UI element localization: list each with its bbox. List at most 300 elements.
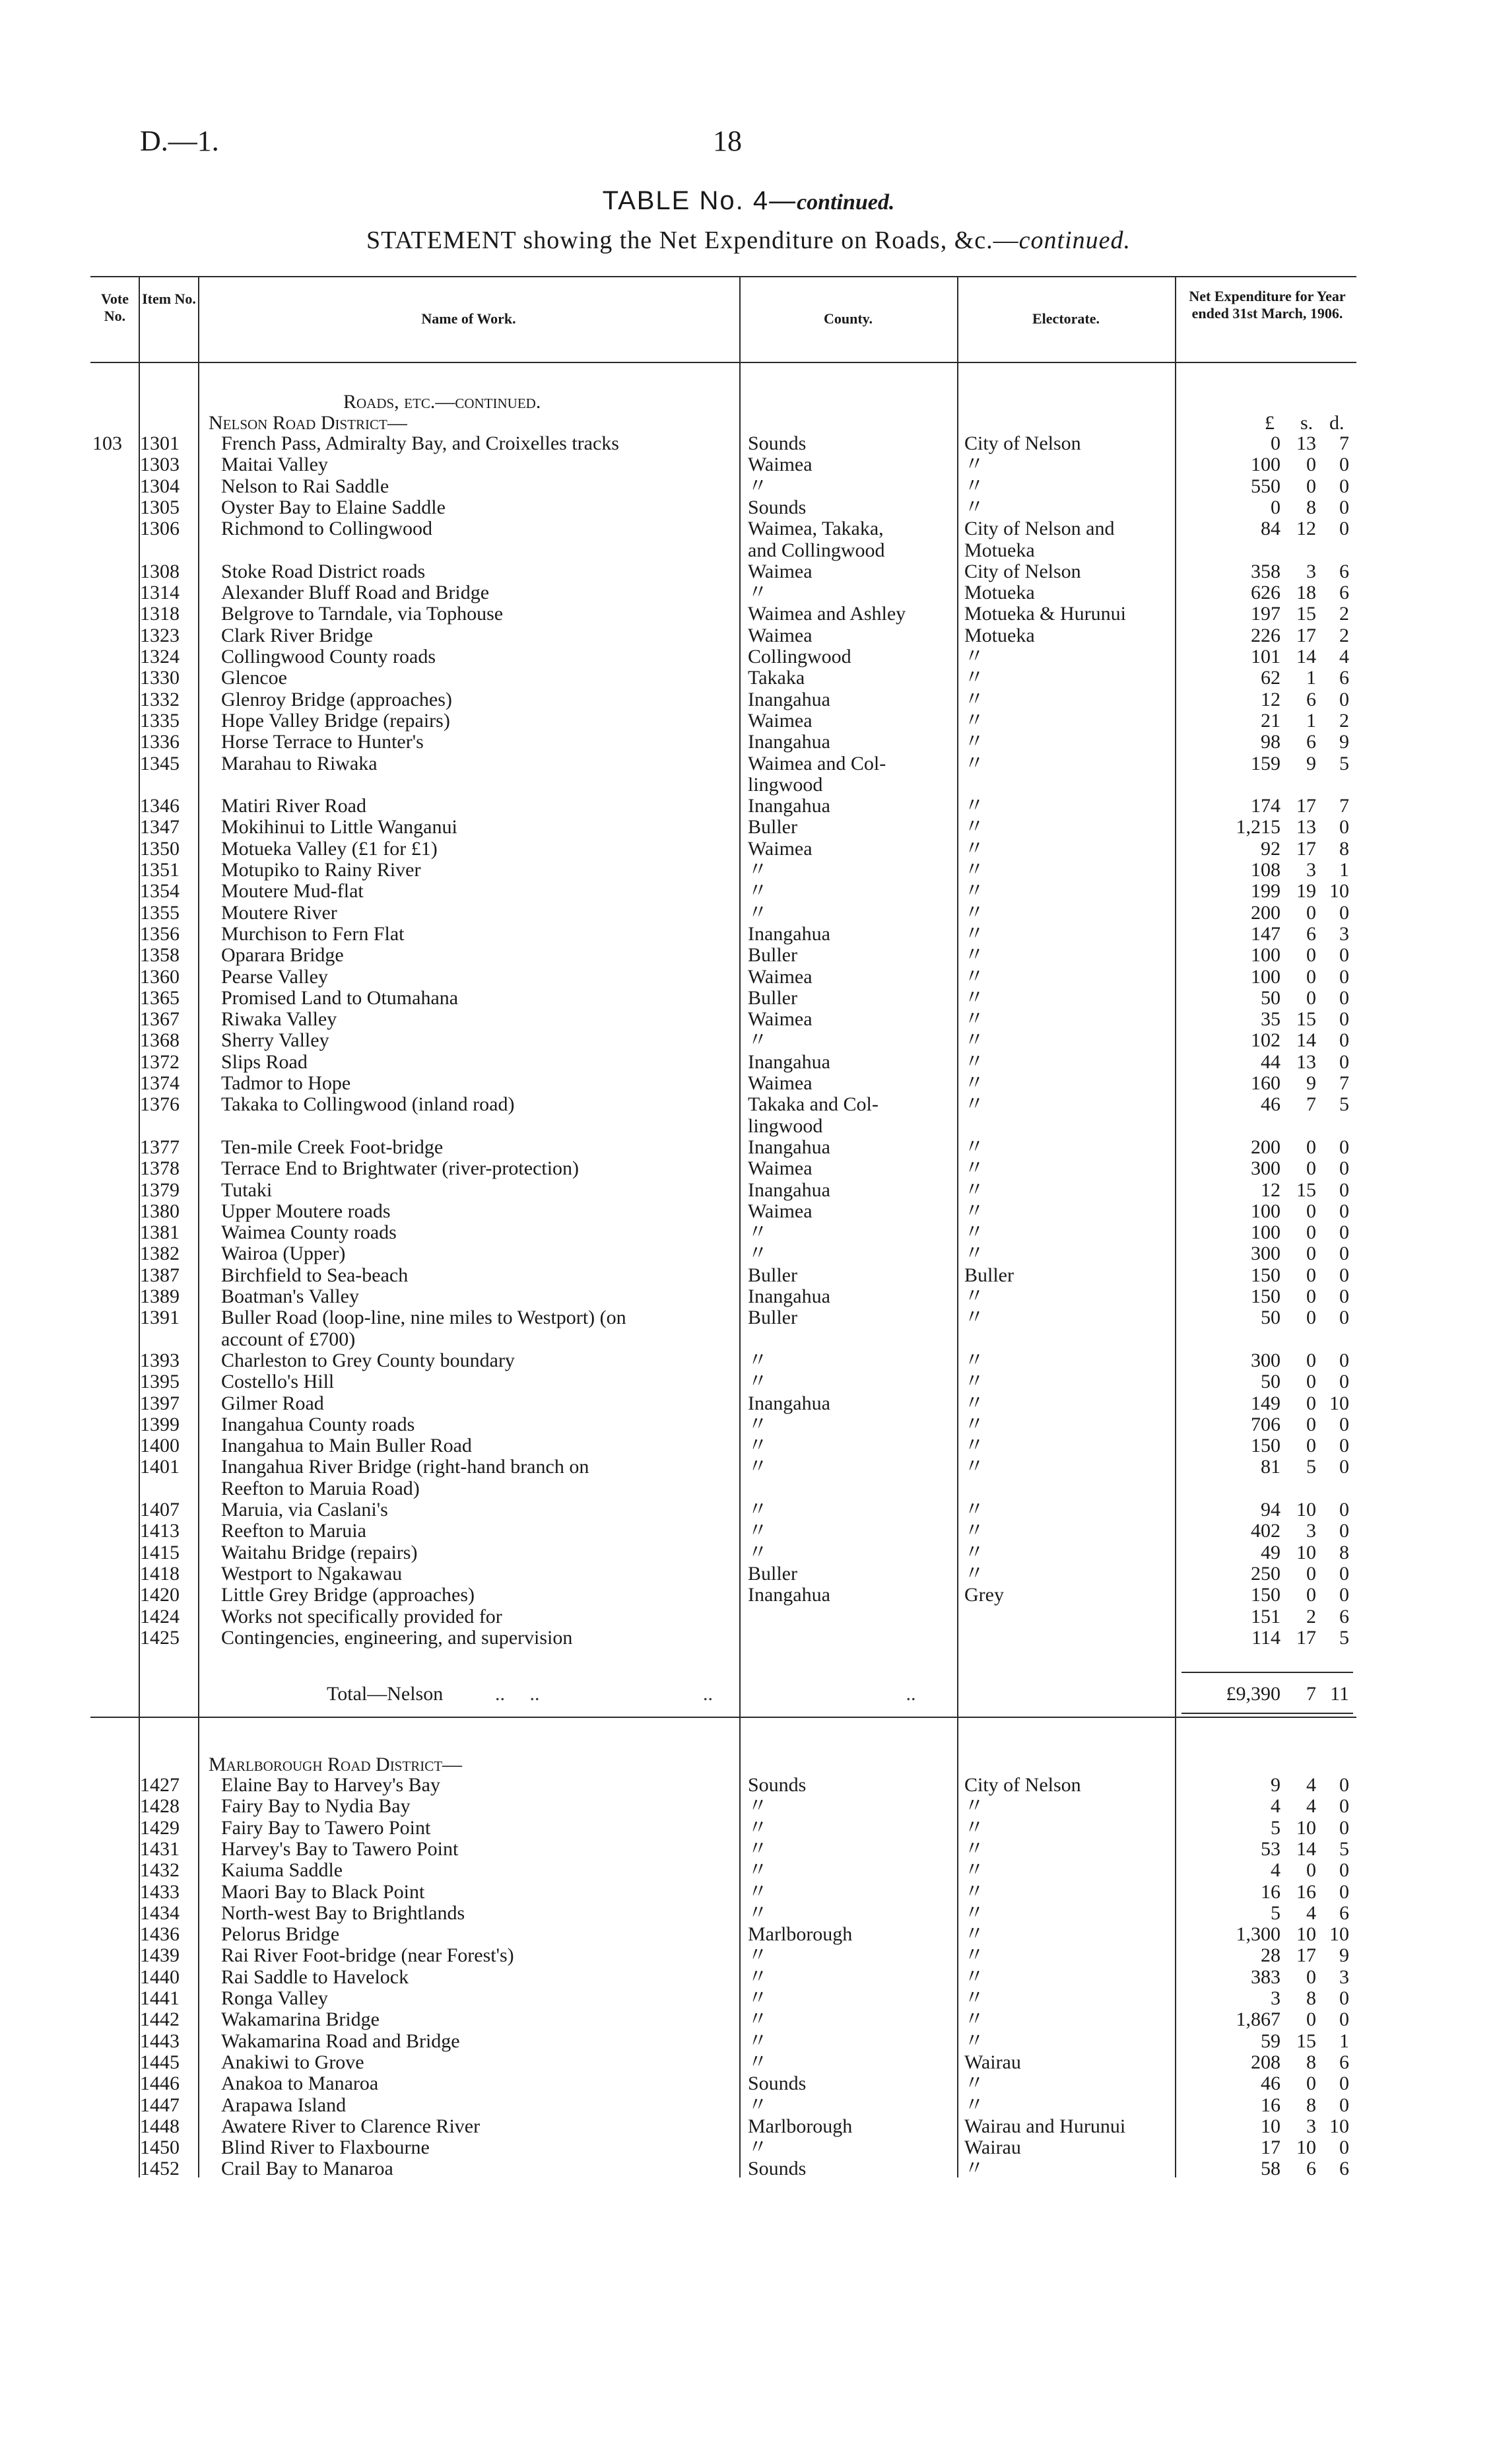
shillings: 17 [1296, 1944, 1316, 1967]
pence: 6 [1339, 667, 1349, 689]
county: Waimea [748, 560, 813, 582]
shillings: 0 [1306, 901, 1316, 924]
work-name: Belgrove to Tarndale, via Tophouse [221, 603, 504, 625]
county: Inangahua [748, 1392, 830, 1414]
pounds: 100 [1251, 944, 1281, 967]
work-name: Reefton to Maruia Road) [221, 1477, 420, 1499]
pence: 5 [1339, 1837, 1349, 1860]
work-name: Takaka to Collingwood (inland road) [221, 1093, 515, 1116]
pence: 0 [1339, 2094, 1349, 2116]
pounds: 92 [1261, 837, 1281, 860]
shillings: 17 [1296, 795, 1316, 817]
county: 〃 [748, 2051, 768, 2073]
item-number: 1360 [140, 965, 180, 988]
shillings: 6 [1306, 731, 1316, 753]
pounds: 100 [1251, 1200, 1281, 1222]
work-name: Ronga Valley [221, 1987, 328, 2009]
table-row [0, 1307, 1497, 1328]
electorate: City of Nelson [964, 1774, 1081, 1796]
pence: 0 [1339, 1499, 1349, 1521]
pence: 0 [1339, 454, 1349, 476]
electorate: 〃 [964, 1795, 984, 1818]
electorate: 〃 [964, 454, 984, 476]
shillings: 6 [1306, 922, 1316, 945]
table-row [0, 561, 1497, 582]
item-number: 1413 [140, 1520, 180, 1542]
county: Inangahua [748, 731, 830, 753]
item-number: 1306 [140, 518, 180, 540]
pounds: 150 [1251, 1435, 1281, 1457]
electorate: 〃 [964, 752, 984, 774]
section-heading-text: Roads, etc.—continued. [343, 391, 541, 413]
shillings: 0 [1306, 1221, 1316, 1244]
item-number: 1439 [140, 1944, 180, 1967]
table-row [0, 603, 1497, 625]
table-row [0, 1180, 1497, 1201]
work-name: Matiri River Road [221, 795, 366, 817]
shillings: 14 [1296, 1029, 1316, 1052]
pence: 0 [1339, 1435, 1349, 1457]
pence: 2 [1339, 603, 1349, 625]
shillings: 0 [1306, 965, 1316, 988]
county: 〃 [748, 1221, 768, 1244]
total-rule-top [1181, 1672, 1353, 1673]
table-row [0, 2031, 1497, 2052]
table-row [0, 625, 1497, 646]
county: 〃 [748, 1371, 768, 1393]
table-row [0, 1775, 1497, 1796]
county: Takaka and Col- [748, 1093, 879, 1116]
work-name: Richmond to Collingwood [221, 518, 433, 540]
shillings: 0 [1306, 1349, 1316, 1371]
county: Buller [748, 1307, 797, 1329]
pence: 8 [1339, 1541, 1349, 1563]
pounds: 150 [1251, 1264, 1281, 1286]
electorate: 〃 [964, 2008, 984, 2031]
item-number: 1395 [140, 1371, 180, 1393]
item-number: 1345 [140, 752, 180, 774]
table-row [0, 1839, 1497, 1860]
county: 〃 [748, 1880, 768, 1903]
work-name: Rai Saddle to Havelock [221, 1966, 409, 1988]
electorate: 〃 [964, 1541, 984, 1563]
pounds: 3 [1271, 1987, 1281, 2009]
shillings: 15 [1296, 1008, 1316, 1031]
work-name: Charleston to Grey County boundary [221, 1349, 515, 1371]
pence: 7 [1339, 795, 1349, 817]
item-number: 1427 [140, 1774, 180, 1796]
statement-suffix: continued. [1018, 226, 1131, 254]
table-row [0, 1478, 1497, 1499]
pounds: 199 [1251, 880, 1281, 903]
electorate: 〃 [964, 1520, 984, 1542]
work-name: Works not specifically provided for [221, 1605, 502, 1627]
shillings: 0 [1306, 454, 1316, 476]
electorate: Motueka & Hurunui [964, 603, 1126, 625]
item-number: 1377 [140, 1136, 180, 1158]
county: 〃 [748, 1456, 768, 1478]
table-row [0, 1350, 1497, 1371]
table-row [0, 1606, 1497, 1627]
table-row [0, 1967, 1497, 1988]
pence: 0 [1339, 1050, 1349, 1073]
item-number: 1368 [140, 1029, 180, 1052]
shillings: 1 [1306, 667, 1316, 689]
electorate: 〃 [964, 709, 984, 732]
shillings: 3 [1306, 560, 1316, 582]
pence: 6 [1339, 2051, 1349, 2073]
table-row [0, 1903, 1497, 1924]
shillings: 0 [1306, 1264, 1316, 1286]
electorate: 〃 [964, 1285, 984, 1307]
pounds: 159 [1251, 752, 1281, 774]
electorate: 〃 [964, 1944, 984, 1967]
work-name: Birchfield to Sea-beach [221, 1264, 409, 1286]
county: 〃 [748, 2030, 768, 2052]
item-number: 1305 [140, 496, 180, 518]
county: Waimea [748, 454, 813, 476]
shillings: 17 [1296, 1626, 1316, 1649]
county: Marlborough [748, 1923, 853, 1946]
county: Inangahua [748, 922, 830, 945]
pounds: 108 [1251, 859, 1281, 881]
electorate: 〃 [964, 1901, 984, 1924]
work-name: North-west Bay to Brightlands [221, 1901, 465, 1924]
pence: 0 [1339, 518, 1349, 540]
item-number: 1429 [140, 1816, 180, 1839]
electorate: 〃 [964, 1837, 984, 1860]
shillings: 0 [1306, 986, 1316, 1009]
table-row [0, 988, 1497, 1009]
statement-text: STATEMENT showing the Net Expenditure on Roads, &c.— [366, 226, 1019, 254]
pounds: 50 [1261, 1307, 1281, 1329]
electorate: 〃 [964, 1413, 984, 1435]
work-name: Murchison to Fern Flat [221, 922, 405, 945]
pounds: 197 [1251, 603, 1281, 625]
pounds: 12 [1261, 688, 1281, 710]
item-number: 1407 [140, 1499, 180, 1521]
county: Sounds [748, 2158, 807, 2180]
electorate: 〃 [964, 475, 984, 497]
table-row [0, 1371, 1497, 1392]
pounds: 62 [1261, 667, 1281, 689]
table-row [0, 667, 1497, 689]
table-row [0, 1201, 1497, 1222]
work-name: Rai River Foot-bridge (near Forest's) [221, 1944, 514, 1967]
electorate: Motueka [964, 624, 1035, 646]
pence: 0 [1339, 944, 1349, 967]
electorate: 〃 [964, 2072, 984, 2095]
county: Waimea [748, 837, 813, 860]
county: 〃 [748, 1944, 768, 1967]
total-nelson-pounds: £9,390 [1226, 1683, 1281, 1705]
electorate: 〃 [964, 1008, 984, 1031]
pence: 0 [1339, 1243, 1349, 1265]
shillings: 15 [1296, 603, 1316, 625]
electorate: 〃 [964, 1179, 984, 1201]
work-name: Alexander Bluff Road and Bridge [221, 582, 490, 604]
pence: 0 [1339, 2072, 1349, 2095]
table-row [0, 1414, 1497, 1435]
item-number: 1443 [140, 2030, 180, 2052]
table-row [0, 2158, 1497, 2179]
table-row [0, 1137, 1497, 1158]
shillings: 0 [1306, 1584, 1316, 1606]
electorate: 〃 [964, 1392, 984, 1414]
county: lingwood [748, 1114, 823, 1137]
shillings: 6 [1306, 2158, 1316, 2180]
county: Waimea [748, 1072, 813, 1094]
pence: 0 [1339, 1200, 1349, 1222]
pence: 0 [1339, 1795, 1349, 1818]
pence: 9 [1339, 1944, 1349, 1967]
pence: 0 [1339, 1264, 1349, 1286]
shillings: 0 [1306, 2072, 1316, 2095]
header-bottom-rule [90, 362, 1356, 363]
pounds: 226 [1251, 624, 1281, 646]
work-name: Pelorus Bridge [221, 1923, 340, 1946]
pence: 0 [1339, 986, 1349, 1009]
table-row [0, 646, 1497, 667]
pence: 0 [1339, 901, 1349, 924]
table-row [0, 1627, 1497, 1649]
pounds: 0 [1271, 496, 1281, 518]
pounds: 4 [1271, 1795, 1281, 1818]
county: Buller [748, 1264, 797, 1286]
table-row [0, 1094, 1497, 1115]
electorate: Buller [964, 1264, 1014, 1286]
work-name: Maori Bay to Black Point [221, 1880, 425, 1903]
item-number: 1432 [140, 1859, 180, 1882]
electorate: 〃 [964, 1435, 984, 1457]
table-row [0, 1542, 1497, 1563]
county: Marlborough [748, 2115, 853, 2137]
item-number: 1356 [140, 922, 180, 945]
work-name: Glenroy Bridge (approaches) [221, 688, 452, 710]
vote-number: 103 [92, 432, 122, 454]
pence: 0 [1339, 1413, 1349, 1435]
table-row [0, 1563, 1497, 1585]
electorate: 〃 [964, 1050, 984, 1073]
shillings: 8 [1306, 496, 1316, 518]
work-name: Reefton to Maruia [221, 1520, 366, 1542]
work-name: French Pass, Admiralty Bay, and Croixelles tracks [221, 432, 619, 454]
pence: 0 [1339, 1008, 1349, 1031]
item-number: 1382 [140, 1243, 180, 1265]
table-row [0, 1796, 1497, 1817]
table-row [0, 774, 1497, 796]
item-number: 1433 [140, 1880, 180, 1903]
pounds: 16 [1261, 1880, 1281, 1903]
electorate: 〃 [964, 922, 984, 945]
pounds: 101 [1251, 646, 1281, 667]
item-number: 1452 [140, 2158, 180, 2180]
section-heading-roads [343, 391, 541, 413]
electorate: 〃 [964, 1987, 984, 2009]
item-number: 1365 [140, 986, 180, 1009]
table-row [0, 1818, 1497, 1839]
shillings: 15 [1296, 1179, 1316, 1201]
table-row [0, 518, 1497, 539]
shillings: 0 [1306, 1562, 1316, 1585]
work-name: Inangahua River Bridge (right-hand branch on [221, 1456, 589, 1478]
work-name: Kaiuma Saddle [221, 1859, 343, 1882]
county: and Collingwood [748, 539, 885, 561]
electorate: 〃 [964, 667, 984, 689]
pounds: 50 [1261, 986, 1281, 1009]
electorate: 〃 [964, 1029, 984, 1052]
table-row [0, 1243, 1497, 1264]
work-name: Terrace End to Brightwater (river-protection) [221, 1157, 580, 1180]
pence: 0 [1339, 688, 1349, 710]
shillings: 5 [1306, 1456, 1316, 1478]
work-name: Boatman's Valley [221, 1285, 359, 1307]
shillings: 4 [1306, 1774, 1316, 1796]
electorate: 〃 [964, 1307, 984, 1329]
pounds: 358 [1251, 560, 1281, 582]
pence: 5 [1339, 1093, 1349, 1116]
county: 〃 [748, 880, 768, 903]
pence: 0 [1339, 1859, 1349, 1882]
item-number: 1374 [140, 1072, 180, 1094]
shillings: 10 [1296, 1816, 1316, 1839]
shillings: 0 [1306, 1435, 1316, 1457]
table-row [0, 476, 1497, 497]
county: 〃 [748, 1499, 768, 1521]
pounds: 81 [1261, 1456, 1281, 1478]
work-name: Inangahua to Main Buller Road [221, 1435, 472, 1457]
table-top-rule [90, 276, 1356, 277]
pence: 0 [1339, 1157, 1349, 1180]
item-number: 1355 [140, 901, 180, 924]
pence: 6 [1339, 2158, 1349, 2180]
county: Waimea [748, 1008, 813, 1031]
pounds: 9 [1271, 1774, 1281, 1796]
pence: 10 [1329, 880, 1349, 903]
item-number: 1351 [140, 859, 180, 881]
item-number: 1400 [140, 1435, 180, 1457]
item-number: 1380 [140, 1200, 180, 1222]
electorate: Grey [964, 1584, 1004, 1606]
shillings: 0 [1306, 1371, 1316, 1393]
pounds: 5 [1271, 1901, 1281, 1924]
pence: 10 [1329, 2115, 1349, 2137]
table-row [0, 817, 1497, 838]
table-row [0, 2052, 1497, 2073]
pence: 10 [1329, 1392, 1349, 1414]
pence: 7 [1339, 432, 1349, 454]
marlborough-district-heading: Marlborough Road District— [209, 1754, 463, 1775]
shillings: 0 [1306, 1285, 1316, 1307]
pounds: 94 [1261, 1499, 1281, 1521]
shillings: 10 [1296, 1541, 1316, 1563]
pence: 5 [1339, 1626, 1349, 1649]
electorate: 〃 [964, 795, 984, 817]
pounds: 35 [1261, 1008, 1281, 1031]
currency-pence: d. [1329, 412, 1345, 434]
header-vote-no: Vote No. [101, 291, 129, 324]
table-row [0, 2137, 1497, 2158]
county: 〃 [748, 2008, 768, 2031]
shillings: 19 [1296, 880, 1316, 903]
shillings: 14 [1296, 1837, 1316, 1860]
pounds: 160 [1251, 1072, 1281, 1094]
county: Sounds [748, 432, 807, 454]
pence: 0 [1339, 816, 1349, 838]
item-number: 1324 [140, 646, 180, 667]
pence: 2 [1339, 709, 1349, 732]
work-name: Blind River to Flaxbourne [221, 2137, 430, 2159]
shillings: 18 [1296, 582, 1316, 604]
work-name: Sherry Valley [221, 1029, 329, 1052]
table-row [0, 582, 1497, 603]
shillings: 0 [1306, 1200, 1316, 1222]
pence: 7 [1339, 1072, 1349, 1094]
shillings: 10 [1296, 1499, 1316, 1521]
table-row [0, 2095, 1497, 2116]
pence: 0 [1339, 1136, 1349, 1158]
shillings: 7 [1306, 1093, 1316, 1116]
electorate: 〃 [964, 496, 984, 518]
county: Waimea [748, 1157, 813, 1180]
county: 〃 [748, 1966, 768, 1988]
total-nelson-dots: .. .. .. .. [495, 1683, 916, 1705]
pence: 0 [1339, 1880, 1349, 1903]
county: 〃 [748, 1349, 768, 1371]
shillings: 0 [1306, 944, 1316, 967]
electorate: 〃 [964, 837, 984, 860]
table-row [0, 924, 1497, 945]
shillings: 15 [1296, 2030, 1316, 2052]
pounds: 100 [1251, 454, 1281, 476]
table-row [0, 1585, 1497, 1606]
item-number: 1448 [140, 2115, 180, 2137]
item-number: 1381 [140, 1221, 180, 1244]
header-net-expenditure: Net Expenditure for Year ended 31st March, 1906. [1189, 288, 1346, 322]
county: Inangahua [748, 1050, 830, 1073]
item-number: 1308 [140, 560, 180, 582]
pence: 9 [1339, 731, 1349, 753]
work-name: Anakoa to Manaroa [221, 2072, 379, 2095]
pounds: 300 [1251, 1157, 1281, 1180]
electorate: 〃 [964, 1966, 984, 1988]
electorate: 〃 [964, 1371, 984, 1393]
work-name: Buller Road (loop-line, nine miles to Westport) (on [221, 1307, 626, 1329]
work-name: Oyster Bay to Elaine Saddle [221, 496, 446, 518]
county: Buller [748, 986, 797, 1009]
work-name: Mokihinui to Little Wanganui [221, 816, 457, 838]
county: 〃 [748, 475, 768, 497]
pence: 0 [1339, 1584, 1349, 1606]
electorate: 〃 [964, 2158, 984, 2180]
pence: 1 [1339, 859, 1349, 881]
table-row [0, 1945, 1497, 1966]
pounds: 300 [1251, 1243, 1281, 1265]
item-number: 1379 [140, 1179, 180, 1201]
pence: 6 [1339, 582, 1349, 604]
table-row [0, 1158, 1497, 1179]
item-number: 1415 [140, 1541, 180, 1563]
table-row [0, 732, 1497, 753]
shillings: 13 [1296, 1050, 1316, 1073]
electorate: 〃 [964, 1562, 984, 1585]
pence: 0 [1339, 1371, 1349, 1393]
total-nelson-pence: 11 [1330, 1683, 1349, 1705]
electorate: 〃 [964, 1499, 984, 1521]
shillings: 4 [1306, 1901, 1316, 1924]
work-name: account of £700) [221, 1328, 356, 1350]
table-row [0, 1499, 1497, 1521]
